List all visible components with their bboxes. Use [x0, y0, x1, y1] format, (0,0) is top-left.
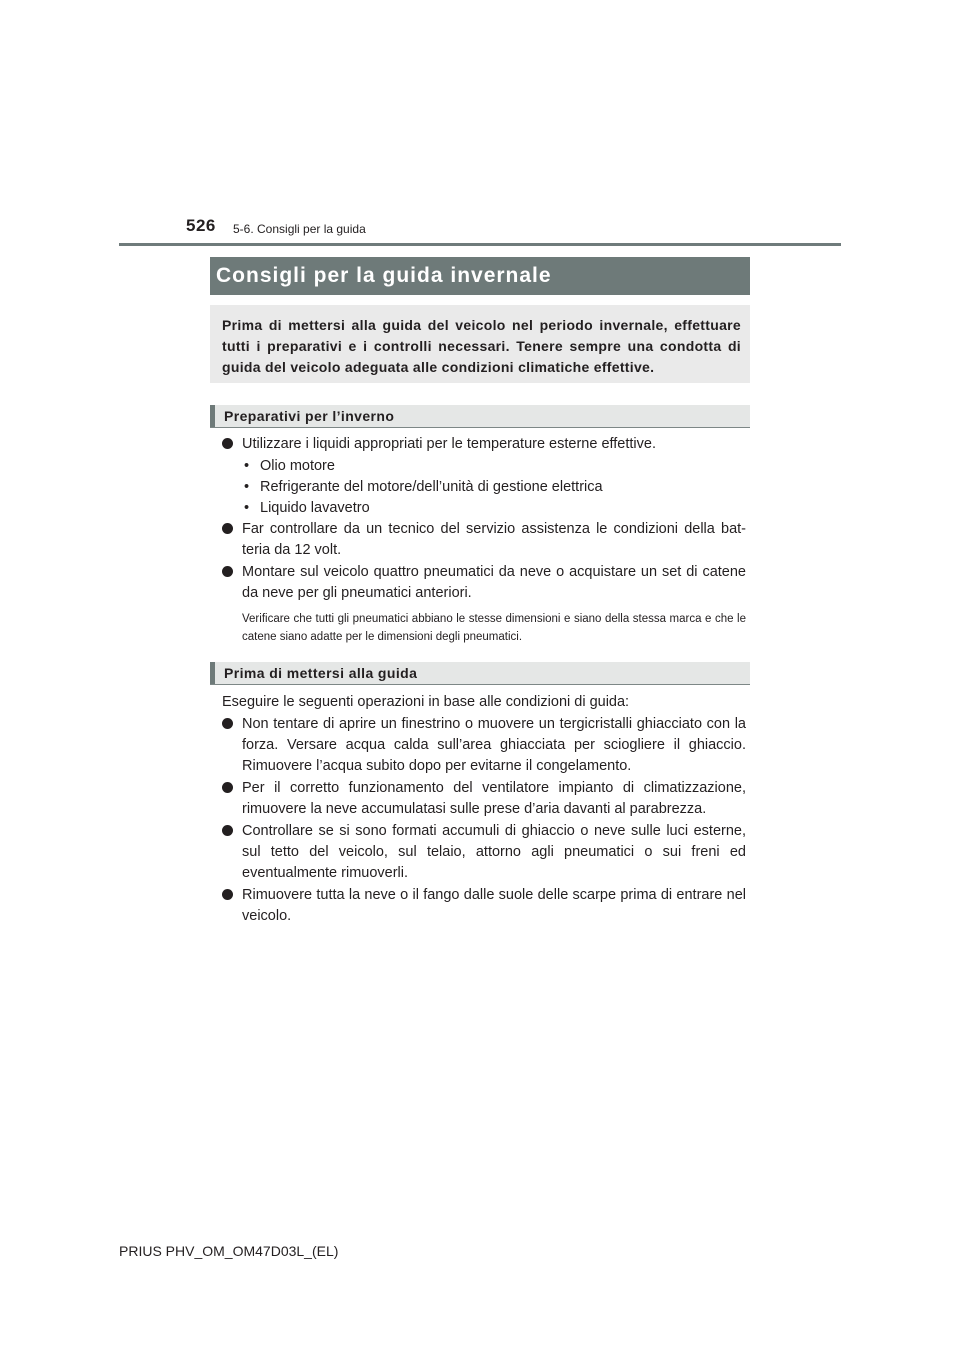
lead-text: Eseguire le seguenti operazioni in base alle condizioni di guida:: [222, 694, 630, 710]
note-text: Verificare che tutti gli pneumatici abbiano le stesse dimensioni e siano della stessa marca e che le catene siano adatte per le dimensioni degli pneumatici.: [242, 613, 746, 643]
bullet-text: Montare sul veicolo quattro pneumatici da neve o acquistare un set di catene da neve per gli pneumatici anteriori.: [242, 564, 746, 601]
document-footer: PRIUS PHV_OM_OM47D03L_(EL): [119, 1243, 339, 1259]
bullet-text: Rimuovere tutta la neve o il fango dalle suole delle scarpe prima di entrare nel veicolo.: [242, 887, 746, 924]
bullet-text: Non tentare di aprire un finestrino o muovere un tergicristalli ghiacciato con la forza. Versare acqua calda sull’area ghiacciata per sciogliere il ghiaccio. Rimuovere l’acqua subito dopo per evitarne il congelamento.: [242, 716, 746, 774]
page-number: 526: [186, 216, 216, 235]
bullet-text: Utilizzare i liquidi appropriati per le temperature esterne effettive.: [242, 436, 656, 452]
list-item: [222, 714, 746, 777]
bullet-icon: [222, 566, 233, 577]
running-header: 5-6. Consigli per la guida: [233, 222, 366, 236]
list-item: [222, 434, 746, 455]
winter-prep-content: [222, 434, 746, 646]
list-item: [222, 562, 746, 604]
sub-list-item: [222, 498, 746, 519]
section-heading: Preparativi per l’inverno: [224, 408, 395, 424]
bullet-icon: [222, 438, 233, 449]
intro-box: [210, 305, 750, 383]
list-item: [222, 885, 746, 927]
section-header-winter-prep: [210, 405, 750, 428]
list-item: [222, 821, 746, 884]
bullet-text: Controllare se si sono formati accumuli di ghiaccio o neve sulle luci esterne, sul tetto del veicolo, sul telaio, attorno agli pneumatici o sui freni ed eventualmente rimuoverli.: [242, 823, 746, 881]
page-title: [210, 257, 750, 295]
bullet-text: Per il corretto funzionamento del ventilatore impianto di climatizzazione, rimuovere la neve accumulatasi sulle prese d’aria davanti al parabrezza.: [242, 780, 746, 817]
intro-text: Prima di mettersi alla guida del veicolo nel periodo invernale, effettuare tutti i preparativi e i controlli necessari. Tenere sempre una condotta di guida del veicolo adeguata alle condizioni climatiche effettive.: [222, 317, 741, 375]
before-driving-content: [222, 692, 746, 928]
bullet-icon: [222, 718, 233, 729]
sub-list-item: [222, 477, 746, 498]
sub-list-item: [222, 456, 746, 477]
sub-bullet-icon: •: [244, 458, 250, 474]
bullet-icon: [222, 889, 233, 900]
sub-bullet-icon: •: [244, 479, 250, 495]
bullet-icon: [222, 523, 233, 534]
list-item: [222, 778, 746, 820]
section-heading: Prima di mettersi alla guida: [224, 665, 418, 681]
bullet-icon: [222, 782, 233, 793]
bullet-icon: [222, 825, 233, 836]
bullet-text: Far controllare da un tecnico del servizio assistenza le condizioni della bat-teria da 12 volt.: [242, 521, 746, 558]
sub-item-text: Liquido lavavetro: [260, 500, 370, 516]
list-item: [222, 519, 746, 561]
sub-item-text: Olio motore: [260, 458, 335, 474]
sub-item-text: Refrigerante del motore/dell’unità di gestione elettrica: [260, 479, 603, 495]
section-header-before-driving: [210, 662, 750, 685]
sub-bullet-icon: •: [244, 500, 250, 516]
page-title-text: Consigli per la guida invernale: [216, 264, 552, 287]
header-rule: [119, 243, 841, 246]
